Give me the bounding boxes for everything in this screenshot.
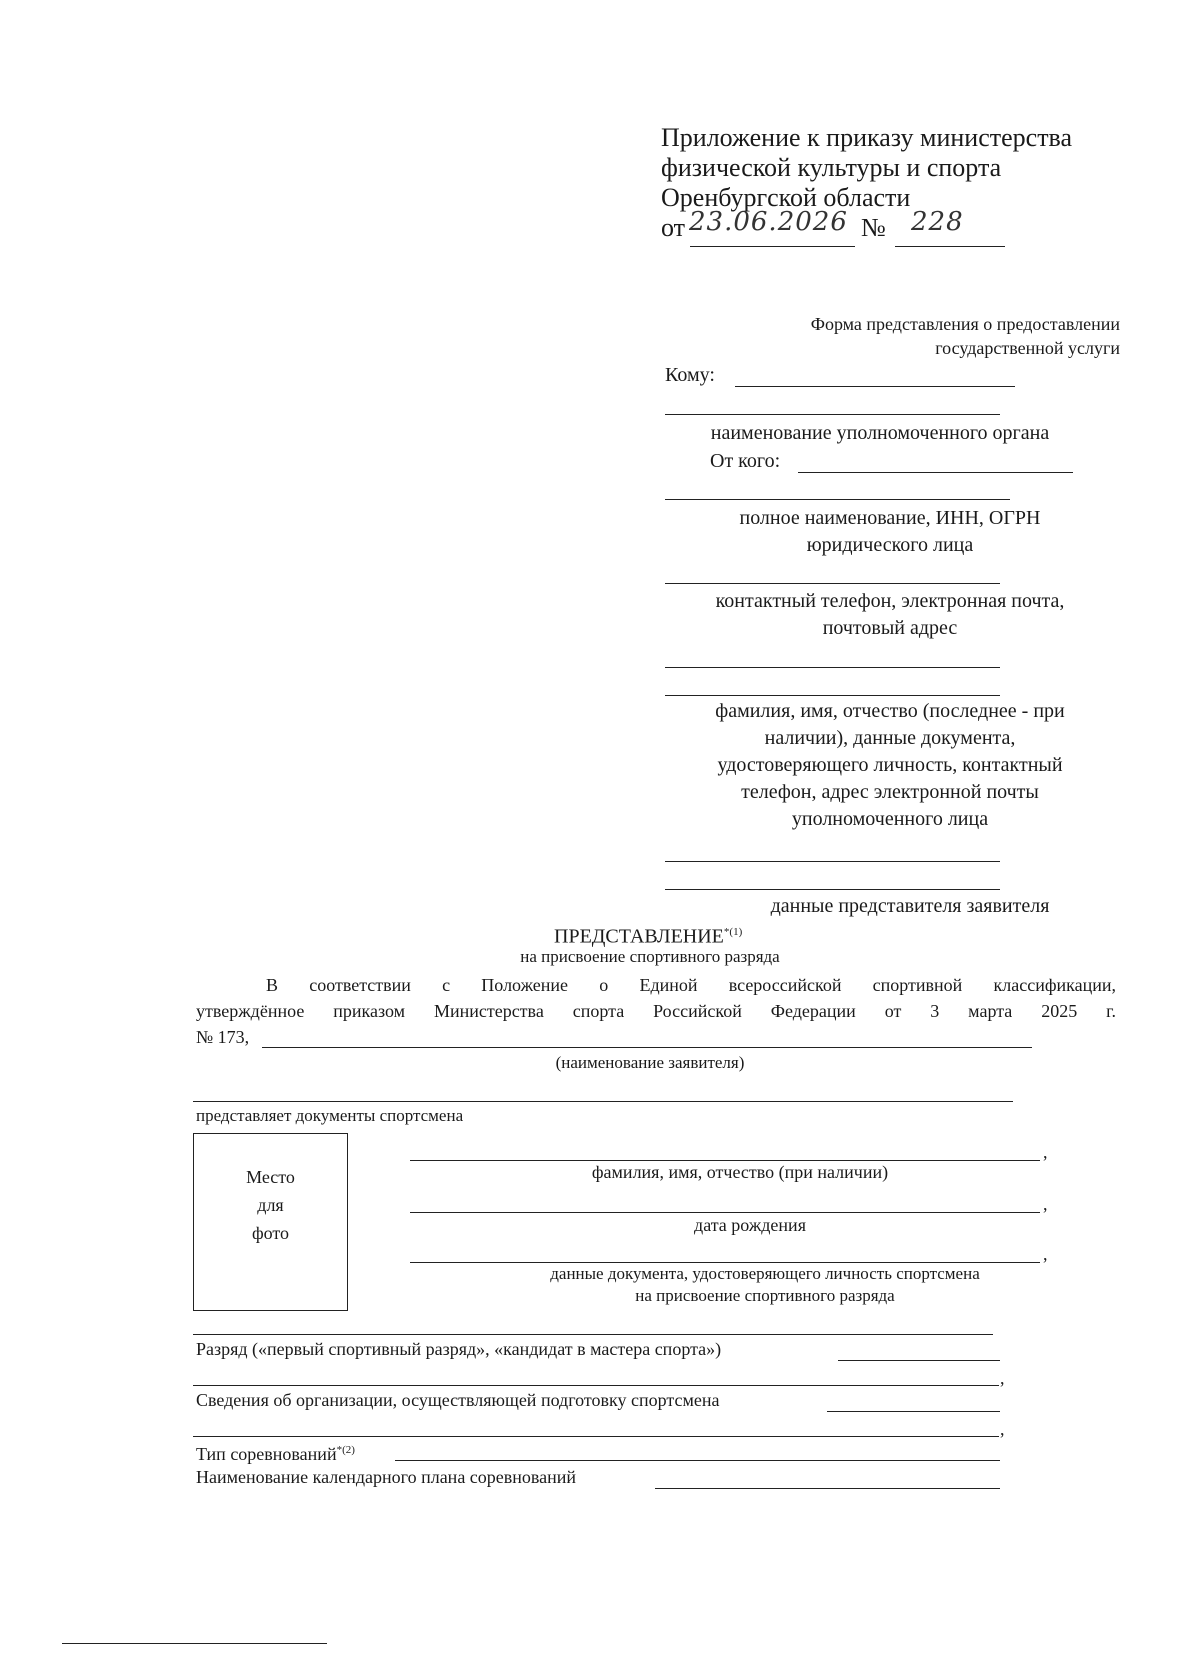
appendix-line-2: физической культуры и спорта [661, 153, 1002, 182]
id-doc-caption-line-2: на присвоение спортивного разряда [635, 1286, 895, 1305]
legal-basis-line-1: В соответствии с Положение о Единой всероссийской спортивной классификации, [266, 975, 1116, 995]
doc-subtitle: на присвоение спортивного разряда [520, 947, 780, 966]
contacts-field-line[interactable] [665, 583, 1000, 584]
id-doc-caption [470, 1263, 1060, 1307]
doc-title-footnote-ref: *(1) [723, 926, 743, 938]
birth-caption: дата рождения [694, 1215, 806, 1235]
applicant-field-line-2[interactable] [193, 1101, 1013, 1102]
org-label: Сведения об организации, осуществляющей подготовку спортсмена [196, 1390, 720, 1410]
birth-comma: , [1043, 1194, 1048, 1214]
competition-type-footnote-ref: *(2) [336, 1444, 355, 1456]
to-field-line-1[interactable] [735, 386, 1015, 387]
rank-top-line[interactable] [193, 1334, 993, 1335]
competition-top-line[interactable] [193, 1436, 999, 1437]
person-caption-line-3: удостоверяющего личность, контактный [717, 754, 1063, 776]
org-top-comma: , [1000, 1368, 1005, 1388]
org-field-line[interactable] [827, 1411, 1000, 1412]
appendix-line-1: Приложение к приказу министерства [661, 123, 1073, 152]
rank-field-line[interactable] [838, 1360, 1000, 1361]
org-top-line[interactable] [193, 1385, 999, 1386]
form-title-line-1: Форма представления о предоставлении [810, 314, 1120, 334]
photo-caption [193, 1163, 348, 1247]
applicant-field-line-1[interactable] [262, 1047, 1032, 1048]
from-field-line-2[interactable] [665, 499, 1010, 500]
legal-basis-line-3: № 173, [196, 1027, 250, 1047]
photo-caption-line-2: для [257, 1195, 284, 1215]
order-number-handwritten: 228 [911, 207, 964, 237]
applicant-caption: (наименование заявителя) [555, 1053, 745, 1072]
competition-type-row [196, 1438, 355, 1466]
number-prefix: № [861, 213, 886, 242]
order-date-row [661, 207, 1061, 247]
to-label: Кому: [665, 364, 715, 386]
competition-type-field-line[interactable] [395, 1460, 1000, 1461]
form-title-line-2: государственной услуги [935, 338, 1120, 358]
date-underline [690, 246, 855, 247]
from-field-line-1[interactable] [798, 472, 1073, 473]
photo-caption-line-3: фото [251, 1223, 290, 1243]
rank-label: Разряд («первый спортивный разряд», «кандидат в мастера спорта») [196, 1339, 722, 1359]
from-caption [660, 505, 1120, 559]
order-date-handwritten: 23.06.2026 [689, 207, 848, 237]
contacts-caption-line-2: почтовый адрес [822, 617, 958, 639]
person-field-line-2[interactable] [665, 695, 1000, 696]
photo-caption-line-1: Место [246, 1167, 295, 1187]
presents-docs-text: представляет документы спортсмена [196, 1106, 464, 1125]
person-caption-line-4: телефон, адрес электронной почты [741, 781, 1039, 803]
fio-caption: фамилия, имя, отчество (при наличии) [591, 1162, 889, 1182]
person-caption-line-5: уполномоченного лица [791, 808, 989, 830]
fio-comma: , [1043, 1142, 1048, 1162]
competition-top-comma: , [1000, 1419, 1005, 1439]
person-caption [660, 698, 1120, 833]
contacts-caption [670, 588, 1110, 642]
representative-caption: данные представителя заявителя [770, 895, 1050, 917]
footnote-separator [62, 1643, 327, 1644]
id-doc-comma: , [1043, 1244, 1048, 1264]
person-field-line-1[interactable] [665, 667, 1000, 668]
to-caption: наименование уполномоченного органа [710, 422, 1050, 444]
from-caption-line-1: полное наименование, ИНН, ОГРН [739, 507, 1041, 529]
person-caption-line-2: наличии), данные документа, [764, 727, 1016, 749]
from-label: От кого: [710, 450, 781, 472]
legal-basis-line-2: утверждённое приказом Министерства спорта Российской Федерации от 3 марта 2025 г. [196, 1001, 1116, 1021]
to-field-line-2[interactable] [665, 414, 1000, 415]
contacts-caption-line-1: контактный телефон, электронная почта, [715, 590, 1065, 612]
date-prefix: от [661, 213, 686, 242]
representative-field-line-2[interactable] [665, 889, 1000, 890]
appendix-line-3: Оренбургской области [661, 183, 911, 212]
person-caption-line-1: фамилия, имя, отчество (последнее - при [715, 700, 1065, 722]
form-title [600, 312, 1120, 360]
competition-type-label: Тип соревнований [196, 1444, 337, 1464]
doc-title-text: ПРЕДСТАВЛЕНИЕ [554, 925, 724, 948]
number-underline [895, 246, 1005, 247]
calendar-plan-label: Наименование календарного плана соревнований [196, 1467, 577, 1487]
id-doc-caption-line-1: данные документа, удостоверяющего личность спортсмена [550, 1264, 980, 1283]
representative-field-line-1[interactable] [665, 861, 1000, 862]
appendix-header [661, 123, 1121, 213]
calendar-plan-field-line[interactable] [655, 1488, 1000, 1489]
from-caption-line-2: юридического лица [806, 534, 974, 556]
